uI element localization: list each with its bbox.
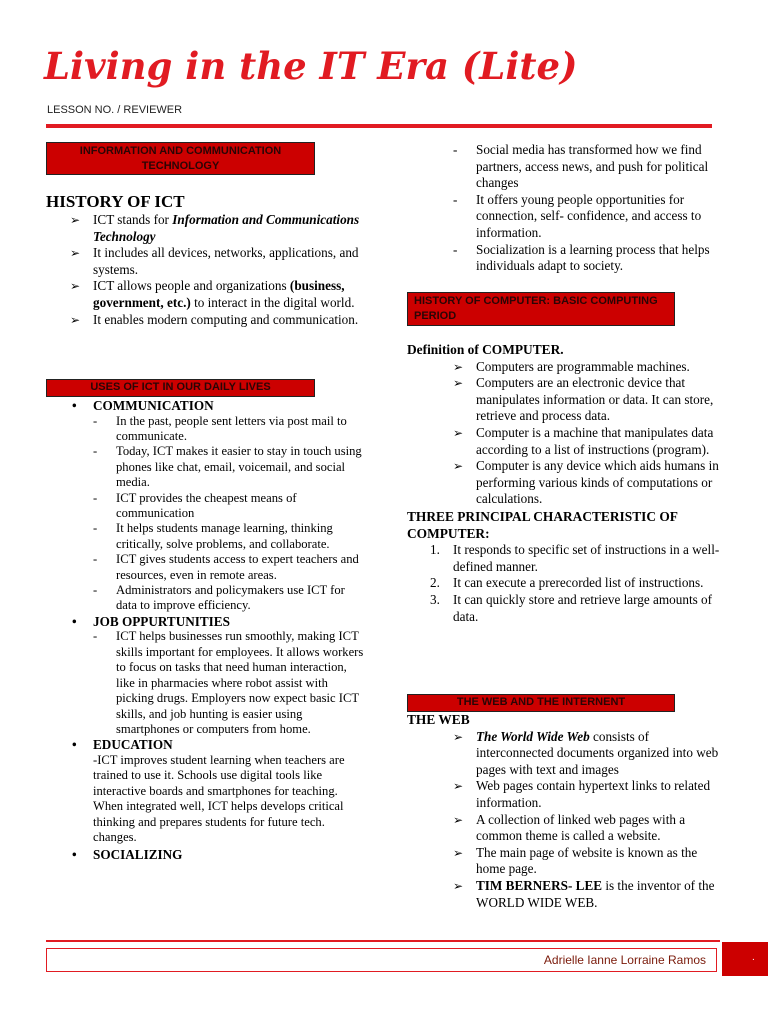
history-heading: HISTORY OF ICT xyxy=(46,192,185,211)
web-list xyxy=(407,729,727,912)
list-item: ➢ Computers are an electronic device that manipulates information or data. It can store, retrieve and process data. xyxy=(407,375,727,425)
list-item: - ICT provides the cheapest means of communication xyxy=(46,491,366,522)
lesson-label: LESSON NO. / REVIEWER xyxy=(47,104,183,116)
list-item: ➢ It enables modern computing and communication. xyxy=(46,312,366,329)
list-item: ➢ Computers are programmable machines. xyxy=(407,359,727,376)
list-item: 1. It responds to specific set of instructions in a well-defined manner. xyxy=(430,542,720,574)
list-item: - Administrators and policymakers use ICT for data to improve efficiency. xyxy=(46,583,366,614)
communication-heading: • COMMUNICATION xyxy=(46,398,366,414)
author-name: Adrielle Ianne Lorraine Ramos xyxy=(543,953,706,967)
list-item: ➢ It includes all devices, networks, applications, and systems. xyxy=(46,245,366,278)
job-heading: • JOB OPPURTUNITIES xyxy=(46,614,366,630)
list-item: ➢ The World Wide Web consists of interconnected documents organized into web pages with text and images xyxy=(407,729,727,779)
document-title: Living in the IT Era (Lite) xyxy=(44,44,578,88)
banner-ict-label: INFORMATION AND COMMUNICATION TECHNOLOGY xyxy=(79,145,282,172)
header-rule xyxy=(46,124,712,128)
banner-history-computer xyxy=(407,292,675,326)
page-number: . xyxy=(752,952,755,963)
list-item: - Today, ICT makes it easier to stay in touch using phones like chat, email, voicemail, and social media. xyxy=(46,444,366,490)
list-item: ➢ ICT stands for Information and Communications Technology xyxy=(46,212,366,245)
ict-list xyxy=(46,212,366,328)
list-item: ➢ TIM BERNERS- LEE is the inventor of the WORLD WIDE WEB. xyxy=(407,878,727,911)
three-characteristics-heading: THREE PRINCIPAL CHARACTERISTIC OF COMPUTER: xyxy=(407,508,678,541)
job-list xyxy=(46,629,366,737)
education-heading: • EDUCATION xyxy=(46,737,366,753)
list-item: - ICT gives students access to expert teachers and resources, even in remote areas. xyxy=(46,552,366,583)
banner-uses-label: USES OF ICT IN OUR DAILY LIVES xyxy=(90,381,271,393)
page-number-block xyxy=(722,942,768,976)
list-item: ➢ The main page of website is known as the home page. xyxy=(407,845,727,878)
list-item: 3. It can quickly store and retrieve large amounts of data. xyxy=(430,591,713,624)
socializing-heading: • SOCIALIZING xyxy=(46,847,366,863)
list-item: ➢ Computer is any device which aids humans in performing various kinds of computations or calculations. xyxy=(407,458,727,508)
list-item: - It offers young people opportunities for connection, self- confidence, and access to information. xyxy=(407,192,727,242)
definition-heading: Definition of COMPUTER. xyxy=(407,342,564,357)
list-item: - ICT helps businesses run smoothly, making ICT skills important for employees. It allows workers to focus on tasks that need human interaction, like in pharmacies where robot assist with picking drugs. Employers now expect basic ICT skills, and job hunting is easier using smartphones or computers from home. xyxy=(46,629,366,737)
characteristics-list xyxy=(407,542,727,625)
web-heading: THE WEB xyxy=(407,712,470,727)
banner-history-computer-label: HISTORY OF COMPUTER: BASIC COMPUTING PERIOD xyxy=(414,295,658,322)
banner-web xyxy=(407,694,675,712)
footer-box xyxy=(46,948,717,972)
list-item: ➢ A collection of linked web pages with a common theme is called a website. xyxy=(407,812,727,845)
list-item: ➢ ICT allows people and organizations (business, government, etc.) to interact in the digital world. xyxy=(46,278,366,311)
communication-list xyxy=(46,414,366,614)
list-item: - In the past, people sent letters via post mail to communicate. xyxy=(46,414,366,445)
list-item: 2. It can execute a prerecorded list of instructions. xyxy=(430,575,704,591)
footer-rule xyxy=(46,940,720,942)
education-text: -ICT improves student learning when teachers are trained to use it. Schools use digital tools like interactive boards and smartphones for teaching. When integrated well, ICT helps develops critical thinking and prepares students for future tech. changes. xyxy=(93,752,345,844)
definition-list xyxy=(407,359,727,508)
list-item: ➢ Web pages contain hypertext links to related information. xyxy=(407,778,727,811)
banner-uses xyxy=(46,379,315,397)
list-item: - Socialization is a learning process that helps individuals adapt to society. xyxy=(407,242,727,275)
list-item: - It helps students manage learning, thinking critically, solve problems, and collaborate. xyxy=(46,521,366,552)
social-list xyxy=(407,142,727,275)
banner-ict xyxy=(46,142,315,175)
list-item: ➢ Computer is a machine that manipulates data according to a list of instructions (program). xyxy=(407,425,727,458)
banner-web-label: THE WEB AND THE INTERNENT xyxy=(456,696,626,708)
list-item: - Social media has transformed how we find partners, access news, and push for political changes xyxy=(407,142,727,192)
